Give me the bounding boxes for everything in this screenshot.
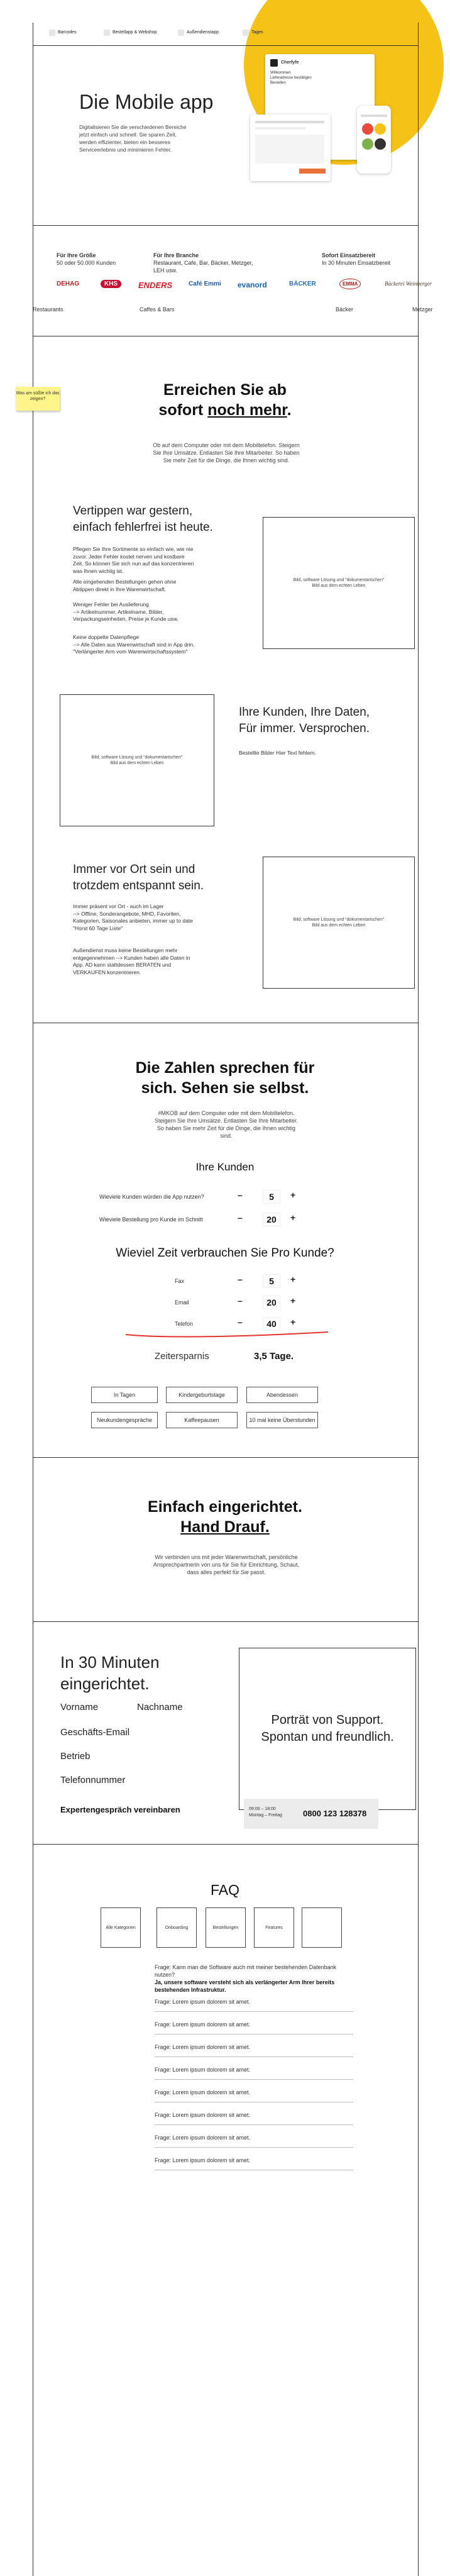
- contact-title: In 30 Minuten eingerichtet.: [60, 1653, 160, 1693]
- savings-chip[interactable]: Kaffeepausen: [166, 1412, 238, 1428]
- block-c-para2: Außendienst muss keine Bestellungen mehr entgegennehmen --> Kunden haben alle Daten in App. AD kann stattdessen BERATEN und VERKAUFEN konzentrieren.: [73, 947, 190, 975]
- stat-text: Restaurant, Cafe, Bar, Bäcker, Metzger, LEH usw.: [153, 260, 253, 274]
- numbers-heading-line2: sich. Sehen sie selbst.: [141, 1079, 309, 1097]
- easy-heading: [33, 1497, 417, 1537]
- faq-question[interactable]: Frage: Lorem ipsum dolorem sit amet.: [155, 2133, 353, 2148]
- nav-item-aussendienstapp[interactable]: [178, 28, 219, 37]
- block-a-image-placeholder: [263, 517, 415, 649]
- block-a-para2: Alle eingehenden Bestellungen gehen ohne Abtippen direkt in Ihre Warenwirtschaft.: [73, 579, 177, 592]
- faq-category-label: Features: [265, 1925, 283, 1930]
- stat-title: Für Ihre Größe: [57, 252, 96, 258]
- support-hours-time: 09:00 – 18:00: [249, 1807, 276, 1811]
- section-divider: [33, 1621, 418, 1622]
- faq-category-all[interactable]: [101, 1907, 141, 1948]
- faq-category-bestellungen[interactable]: [206, 1907, 246, 1948]
- logo-text: Bäckerei Weinberger: [385, 280, 432, 287]
- placeholder-caption: Bild, software Lösung und "dokumentarischen" Bild aus dem echten Leben: [293, 918, 385, 928]
- block-c-title: Immer vor Ort sein und trotzdem entspannt sein.: [73, 863, 204, 892]
- nav-checkbox-icon: [49, 30, 55, 36]
- faq-category-label: Alle Kategorien: [106, 1925, 136, 1930]
- time-fax-value[interactable]: 5: [263, 1274, 280, 1288]
- section-divider: [33, 45, 418, 46]
- hero-text: Digitalisieren Sie die verschiedenen Bereiche jetzt einfach und schnell. Sie sparen Zeit, werden effizienter, bieten ein besseres Serviceerlebnis und minimieren Fehler.: [79, 124, 187, 153]
- mockup-phone: [357, 106, 391, 174]
- faq-category-onboarding[interactable]: [156, 1907, 197, 1948]
- section-divider: [33, 1457, 418, 1458]
- time-telefon-minus-button[interactable]: –: [238, 1317, 243, 1327]
- first-name-field[interactable]: Vorname: [60, 1702, 99, 1713]
- support-phone-number[interactable]: 0800 123 128378: [303, 1809, 367, 1818]
- stat-branche: [153, 252, 254, 274]
- easy-heading-line1: Einfach eingerichtet.: [148, 1498, 302, 1516]
- numbers-subtext: #MKOB auf dem Computer oder mit dem Mobiltelefon. Steigern Sie Ihre Umsätze. Entlasten Sie Ihre Mitarbeiter. So haben Sie mehr Zeit für die Dinge, die Ihnen wichtig sind.: [154, 1110, 299, 1139]
- logo-category-label: Caffes & Bars: [140, 306, 175, 313]
- company-field[interactable]: Betrieb: [60, 1751, 91, 1762]
- logo-baeckerei-weinberger: [385, 280, 432, 287]
- reach-subtext: Ob auf dem Computer oder mit dem Mobiltelefon. Steigern Sie Ihre Umsätze. Entlasten Sie Ihre Mitarbeiter. So haben Sie mehr Zeit für die Dinge, die Ihnen wichtig sind.: [153, 442, 300, 464]
- top-nav: [44, 28, 295, 37]
- time-fax-plus-button[interactable]: +: [290, 1274, 296, 1284]
- savings-value: 3,5 Tage.: [254, 1351, 294, 1362]
- block-b-title: Ihre Kunden, Ihre Daten, Für immer. Versprochen.: [239, 706, 370, 735]
- logo-category-label: Metzger: [412, 306, 433, 313]
- orders-plus-button[interactable]: +: [290, 1213, 296, 1223]
- customers-count-label: Wieviele Kunden würden die App nutzen?: [99, 1194, 204, 1200]
- mockup-order-panel: [250, 114, 331, 181]
- reach-heading-underlined: noch mehr: [207, 401, 287, 419]
- block-a-para1: Pflegen Sie Ihre Sortimente so einfach wie, wie nie zuvor. Jeder Fehler kostet nerven und kostbare Zeit. So können Sie sich nun auf das konzentrieren was Ihnen wichtig ist.: [73, 546, 194, 574]
- faq-question[interactable]: Frage: Lorem ipsum dolorem sit amet.: [155, 1997, 353, 2012]
- logo-text: Café Emmi: [189, 280, 221, 287]
- portrait-caption: Porträt von Support. Spontan und freundlich.: [261, 1713, 394, 1744]
- section-divider: [33, 1844, 418, 1845]
- placeholder-caption: Bild, software Lösung und "dokumentarischen" Bild aus dem echten Leben: [91, 755, 183, 765]
- faq-category-label: Onboarding: [165, 1925, 189, 1930]
- block-a-para3: Weniger Fehler bei Auslieferung --> Artikelnummer, Artikelname, Bilder, Verpackungseinheiten, Preise je Kunde usw.: [73, 601, 178, 622]
- faq-question[interactable]: Frage: Lorem ipsum dolorem sit amet.: [155, 2088, 353, 2102]
- time-email-plus-button[interactable]: +: [290, 1296, 296, 1306]
- faq-title: FAQ: [210, 1882, 239, 1898]
- mockup-logo-icon: [270, 59, 278, 67]
- orders-minus-button[interactable]: –: [238, 1213, 243, 1223]
- numbers-heading-line1: Die Zahlen sprechen für: [135, 1059, 315, 1077]
- mockup-product-icon: [362, 138, 373, 150]
- time-title: Wieviel Zeit verbrauchen Sie Pro Kunde?: [116, 1246, 334, 1260]
- stat-title: Sofort Einsatzbereit: [322, 252, 376, 258]
- logo-text: EMMA: [339, 279, 361, 289]
- logo-enders: [138, 280, 172, 290]
- mockup-table: [255, 135, 324, 164]
- savings-chip[interactable]: 10 mal keine Überstunden: [246, 1412, 318, 1428]
- easy-heading-line2: Hand Drauf.: [180, 1518, 270, 1536]
- time-telefon-plus-button[interactable]: +: [290, 1317, 296, 1327]
- logo-emma: [339, 280, 361, 287]
- block-b-image-placeholder: [60, 694, 214, 826]
- reach-heading-part: .: [287, 401, 292, 419]
- placeholder-caption: Bild, software Lösung und "dokumentarischen" Bild aus dem echten Leben: [293, 578, 385, 588]
- nav-label: Barcodes: [58, 30, 77, 35]
- mockup-product-icon: [362, 123, 373, 135]
- logo-khs: [101, 280, 121, 287]
- logo-evanord: [238, 280, 267, 289]
- logo-cafe-emmi: [189, 280, 221, 287]
- mockup-line: [361, 114, 387, 117]
- easy-subtext: Wir verbinden uns mit jeder Warenwirtschaft, persönliche Ansprechpartnerin von uns für Sie für Einrichtung, Schaut, dass alles perfekt für Sie passt.: [153, 1554, 300, 1575]
- savings-label: Zeitersparnis: [155, 1351, 209, 1362]
- block-c-image-placeholder: [263, 857, 415, 989]
- support-portrait-placeholder: [239, 1648, 416, 1810]
- support-hours-days: Montag – Freitag: [249, 1813, 282, 1818]
- faq-question[interactable]: Frage: Lorem ipsum dolorem sit amet.: [155, 2065, 353, 2080]
- nav-checkbox-icon: [243, 30, 249, 36]
- mockup-product-icon: [375, 123, 386, 135]
- logo-text: KHS: [101, 280, 121, 288]
- mockup-header: [270, 59, 299, 67]
- mockup-line: [255, 121, 324, 123]
- block-b-text: Bestellte Bilder Hier Text fehlern.: [239, 750, 317, 756]
- faq-category-features[interactable]: [254, 1907, 294, 1948]
- logo-text: DEHAG: [57, 280, 80, 287]
- savings-chip[interactable]: Abendessen: [246, 1387, 318, 1403]
- customers-count-value[interactable]: 5: [263, 1190, 280, 1204]
- logo-text: evanord: [238, 280, 267, 289]
- savings-chip[interactable]: Neukundengespräche: [91, 1412, 158, 1428]
- time-fax-label: Fax: [175, 1278, 185, 1284]
- faq-question[interactable]: Frage: Lorem ipsum dolorem sit amet.: [155, 2156, 353, 2170]
- mockup-line: [255, 127, 305, 130]
- nav-item-barcodes[interactable]: [49, 28, 77, 37]
- last-name-field[interactable]: Nachname: [137, 1702, 183, 1713]
- customers-title: Ihre Kunden: [195, 1161, 255, 1173]
- book-expert-call-button[interactable]: Expertengespräch vereinbaren: [60, 1805, 180, 1814]
- nav-item-tages[interactable]: [243, 28, 263, 37]
- savings-chip[interactable]: Kindergeburtstage: [166, 1387, 238, 1403]
- faq-first-answer: Ja, unsere software versteht sich als verlängerter Arm Ihrer bereits bestehenden Infrastruktur.: [155, 1979, 335, 1993]
- logo-category-label: Bäcker: [336, 306, 354, 313]
- faq-question[interactable]: Frage: Lorem ipsum dolorem sit amet.: [155, 2043, 353, 2057]
- nav-label: Tages: [251, 30, 263, 35]
- sticky-note: Was am süßte ich das zeigen?: [16, 387, 60, 411]
- mockup-cta-bar: [299, 169, 326, 174]
- stat-title: Für Ihre Branche: [153, 252, 199, 258]
- numbers-heading: [33, 1058, 417, 1098]
- nav-checkbox-icon: [104, 30, 110, 36]
- time-fax-minus-button[interactable]: –: [238, 1274, 243, 1284]
- block-a-para4: Keine doppelte Datenpflege --> Alle Daten aus Warenwirtschaft sind in App drin. "Verlängerter Arm vom Warenwirtschaftssystem": [73, 634, 195, 655]
- section-divider: [33, 225, 418, 226]
- hero-title: Die Mobile app: [79, 91, 214, 113]
- faq-question[interactable]: Frage: Lorem ipsum dolorem sit amet.: [155, 2020, 353, 2035]
- stat-text: 50 oder 50.000 Kunden: [57, 260, 116, 266]
- orders-per-customer-label: Wieviele Bestellung pro Kunde im Schnitt: [99, 1216, 203, 1223]
- logo-text: BÄCKER: [289, 280, 316, 287]
- logo-text: ENDERS: [138, 280, 173, 290]
- time-telefon-label: Telefon: [175, 1321, 194, 1327]
- logo-dehag: [57, 280, 79, 287]
- customers-count-minus-button[interactable]: –: [238, 1190, 243, 1200]
- stat-text: In 30 Minuten Einsatzbereit: [322, 260, 391, 266]
- faq-question[interactable]: Frage: Lorem ipsum dolorem sit amet.: [155, 2111, 353, 2125]
- block-c-para1: Immer präsent vor Ort - auch im Lager --> Offline, Sonderangebote, MHD, Favoriten, Kategorien, Saisonales anbieten, immer up to date "Horst 60 Tage Liste": [73, 903, 193, 931]
- faq-category-empty[interactable]: [302, 1907, 342, 1948]
- block-a-title: Vertippen war gestern, einfach fehlerfrei ist heute.: [73, 504, 213, 534]
- phone-field[interactable]: Telefonnummer: [60, 1775, 126, 1785]
- nav-label: Bestellapp & Webshop: [112, 30, 157, 35]
- red-underline-scribble: [124, 1330, 329, 1338]
- mockup-product-icon: [375, 138, 386, 150]
- nav-checkbox-icon: [178, 30, 184, 36]
- savings-chip[interactable]: In Tagen: [91, 1387, 158, 1403]
- faq-category-label: Bestellungen: [212, 1925, 239, 1930]
- logo-category-label: Restaurants: [33, 306, 63, 313]
- time-email-label: Email: [175, 1299, 189, 1306]
- mockup-text: Willkommen Lieferadresse bestätigen Bestellen: [270, 71, 312, 85]
- business-email-field[interactable]: Geschäfts-Email: [60, 1727, 130, 1738]
- orders-value[interactable]: 20: [263, 1213, 280, 1226]
- logo-baecker: [289, 280, 316, 287]
- nav-item-bestellapp[interactable]: [104, 28, 157, 37]
- time-email-minus-button[interactable]: –: [238, 1296, 243, 1306]
- faq-first-question[interactable]: Frage: Kann man die Software auch mit meiner bestehenden Datenbank nutzen?: [155, 1964, 337, 1978]
- stat-ready: [322, 252, 390, 267]
- customers-count-plus-button[interactable]: +: [290, 1190, 296, 1200]
- reach-heading-line2: [33, 400, 417, 420]
- mockup-brand: Cherfyfe: [281, 60, 299, 65]
- nav-label: Außendienstapp: [187, 30, 219, 35]
- support-hours: [249, 1806, 282, 1819]
- reach-heading-part: sofort: [158, 401, 208, 419]
- support-hours-card: [244, 1799, 378, 1829]
- stat-size: [57, 252, 116, 267]
- time-email-value[interactable]: 20: [263, 1296, 280, 1309]
- reach-heading: [33, 380, 417, 420]
- time-telefon-value[interactable]: 40: [263, 1317, 280, 1331]
- reach-heading-line1: Erreichen Sie ab: [163, 381, 287, 399]
